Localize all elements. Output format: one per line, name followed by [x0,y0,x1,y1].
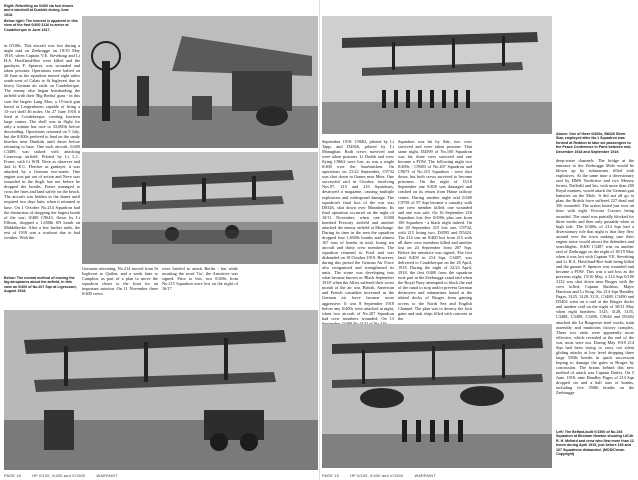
photo-first-0400 [82,152,318,264]
right-footer-title: HP 0/100, 0/400 and V/1500 [350,474,404,478]
moving-aircraft-photo-image [4,310,318,470]
right-footer-brand: WARPAINT [414,474,436,478]
v1500-photo-image [322,324,552,468]
right-body-text-2: Squadron was hit by flak; two crew survived and were taken prisoner. That same night, D4590 of No.100 Squadron was hit; three crew survived and one became a POW. The following night two 0/400s - C9683 of No.207 Squadron and C9673 of No.215 Squadron - were shot down, but both crews survived to become prisoners. On the night of 15/16 September one 0/400 was damaged and crashed on its return from Haine railway centre. During another night raid 0/400 C9758 of 97 Sqn became a casualty with one crew member killed, one wounded and one was safe. On 16 September 216 Squadron lost five 0/400s plus one from 100 Squadron - a black night indeed. On the 20 September 215 lost one, C9732, with 215 losing two, D4595 and D5424. The 214 saw an 0/400 lost from 215 with all three crew members killed and another lost on 24 September from 207 Sqn. Before the armistice was signed, The first fatal 0/400 in 214 Sqn, C3487, was delivered to Coudekerque on the 20 April, 1918. During the night of 22/23 April, 1918, the first 0/400 from the squadron took part in the Zeebrugge canal raid when the Royal Navy attempted to block the end of the canal to stop and/or prevent German destroyers and submarines based at the inland docks of Bruges from gaining access to the North Sea and English Channel. The plan was to destroy the lock gates and sink ships filled with concrete in the [398,139,472,321]
right-text-column-3 [556,158,634,395]
right-text-column-1 [322,139,394,326]
right-footer [322,474,446,478]
silver-star-photo-image [322,16,552,134]
first-0400-photo-image [82,152,318,264]
left-footer-brand: WARPAINT [96,474,118,478]
right-page-number: PAGE 19 [322,474,339,478]
right-body-text-3: deep-water channels. The bridge at the entrance to the Zeebrugge Mole would be blown up by submarines filled with explosives. At the same time a diversionary raid by HMS Vindictive and two Mersey ferries, Daffodil and Iris, with more than 200 Royal marines, would attack the German gun batteries on the Mole. It did not all go to plan; the British force suffered 227 dead and 356 wounded. The action lasted just over an hour with eight Victoria Crosses being awarded. The canal was partially blocked for three weeks and then only passable when at high tide. The 0/400s of 214 Sqn had a diversionary role that night is that they flew around over the town making sure their engine noise would attract the defenders and searchlights. 0/400 C3487 was on another raid of Zeebrugge on the night of 18/19 May when it was lost with Captain V.E. Sieveking and Lt H.A. Havilland-Roe both being killed and the gunner F. Spencer was wounded and became a POW. This was a sad loss as the previous night, 15/16 May, a 214 Sqn 0/100 3132 was shot down near Bruges with the crew killed, Captain Rushton, Major Harrison and Lt King. Six 214 Sqn Handley Pages, 3125, 3128, 3131, C3488, C3490 and D5402 went on a raid at the Bruges docks and another raid on the night of 30/31 May when eight bombers; 3125, 3128, 3135, C3488, C3489, C3490, C9644 and D5402 attacked the La Brugeoise steel works, train assembly and munitions factory complex. These two raids were apparently more effective, which revealed at the end of the war, most were not. During May 1918 214 Sqn had been trying to carry out silent gliding attacks at low level dropping three large 550lb bombs in quick succession hoping to damage the gates at Bruges by concussion. The brains behind this new method of attack was Captain Darley. On 5 June, 1918, nine Handley Pages of 214 Sqn dropped six and a half tons of bombs, including five 550lb bombs on the Zeebrugge [556,158,634,396]
photo-silver-star [322,16,552,134]
right-page [319,0,638,480]
left-body-text: in 0/100s. This aircraft was lost during a night raid on Zeebrugge on 18/19 May 1918, when Captain V.E. Sieveking and Lt H.A. Havilland-Roe were killed and the gunlayer, F. Spencer, was wounded and taken prisoner. Operations were halted on 26 June as the squadron moved eight miles south-west of Calais to St Inglevert due to heavy German air raids on Coudekerque. The enemy also began bombarding the airfield with their 'Big Bertha' guns - in this case the largest Lang Max, a 15-inch gun based at Leugenboom capable of firing a 15-cwt shell 46 miles. On 27 June 1918 it fired at Coudekerque, creating fourteen large craters. The shell was in flight for only a minute but rose to 33,000ft before descending. Operations resumed on 5 July, but the 0/400s prefered to land on the sandy beaches near Dunkirk until dawn before returning to base. One such aircraft, 0/400 C3489, was tasked with attacking Coutrecap airfield. Piloted by Lt L.C. Fraser, with Lt W.H. Neve as observer and 2nd Lt E.C. Fletcher as gunlayer, it was attacked by a German two-seater. One engine was put out of action and Neve was wounded in the thigh, but not before he dropped the bombs. Fraser managed to cross the lines and land safely on the beach. The aircraft was hidden in the dunes until required two days later, when it returned to base. On 1 October No.214 Squadron had the distinction of dropping the largest bomb of the war; 0/400 C9643, flown by Lt Ellison, dropped a 1,650lb SN bomb on Middelkerke. After a few further raids, the rest of 1918 was a washout due to bad weather. With the [4,43,80,240]
left-body-text-2: Germans retreating, No.214 moved from St Inglevert to Quilen, and a week later to Camphin, as part of a plan to move the squadron closer to the front for an important mission. On 11 November three 0/400 crews [82,266,158,297]
right-text-column-2 [398,139,472,321]
caption-v1500: Left: The Belfast-built V/1500 of No.166 Squadron at Bircham Newton showing Lt/Cdr R. H. Mellard and crew who flew more than 12 hours during April 1919, just before 166 and 167 Squadrons disbanded. (MOD/Crown Copyright) [556,430,634,457]
refuelling-photo-image [82,16,318,148]
photo-v1500 [322,324,552,468]
caption-refuelling: Right: Refuelling an 0/400 via fuel drums and a windmill at Dunkirk during June 1918. [4,4,74,17]
left-page-number: PAGE 18 [4,474,21,478]
photo-refuelling [82,16,318,148]
left-footer [4,474,128,478]
left-body-text-3: were briefed to attack Berlin - but while awaiting the word 'Go', the Armistice was signed. Prior to this, two 0/400s from No.215 Squadron were lost on the night of 16/17 [162,266,238,292]
left-text-column-3 [162,266,238,291]
right-body-text-1: September 1918: C9682, piloted by Lt Tapp, and D4566, piloted by Lt Monaghan. Both crews survived and were taken prisoner. Lt Dodds and crew flying C9662 were lost, as was a single 0/400 over the Saarbrücken. On operations on 21/22 September, C9732 was shot down in flames near Metz. One successful raid in October, involving Nos.97, 215 and 216 Squadrons, destroyed a magazine, causing multiple explosions and widespread damage. The squadron's final loss of the war was D8326, shot down over Mannheim. Its final operation occurred on the night of 10/11 November, when one 0/400 bombed Frescaty airfield and another attacked the enemy airfield at Morhange. During its time in the area the squadron dropped four 1,650lb bombs and almost 167 tons of bombs in total, losing ten aircraft and thirty crew members. The squadron returned to Ford and was disbanded on 18 October 1919. However, during this period the German Air Force also reorganised and strengthened its units. The scene was developing into what became known as 'Black September 1918' when the Allies suffered their worst month of the air war. British, American and French casualties increased as the German air force became more aggressive. It was 8 September 1918 before any 0/400s were attacked at night, when two aircraft of No.207 Squadron had crew members wounded. On 13 [322,139,394,321]
left-footer-title: HP 0/100, 0/400 and V/1500 [32,474,86,478]
caption-silver-star: Above: One of three 0/400s, B8326 Silver Star, employed after No.1 Squadron was formed at Reddon to take six passengers to the Peace Conference in Paris between mid-December 1918 and September 1919. [556,132,632,154]
photo-moving-aircraft [4,310,318,470]
caption-moving-aircraft: Below: The normal method of moving the big aeroplanes about the airfield, in this case an 0/400 of No.207 Sqn at Ligescourt, August 1918. [4,276,77,294]
left-text-column-1 [4,43,80,240]
left-text-column-2 [82,266,158,296]
caption-first-arrival: Below right: The interest is apparent in this view of the first 0/400 3116 to arrive at Coudekerque in June 1917. [4,19,78,32]
